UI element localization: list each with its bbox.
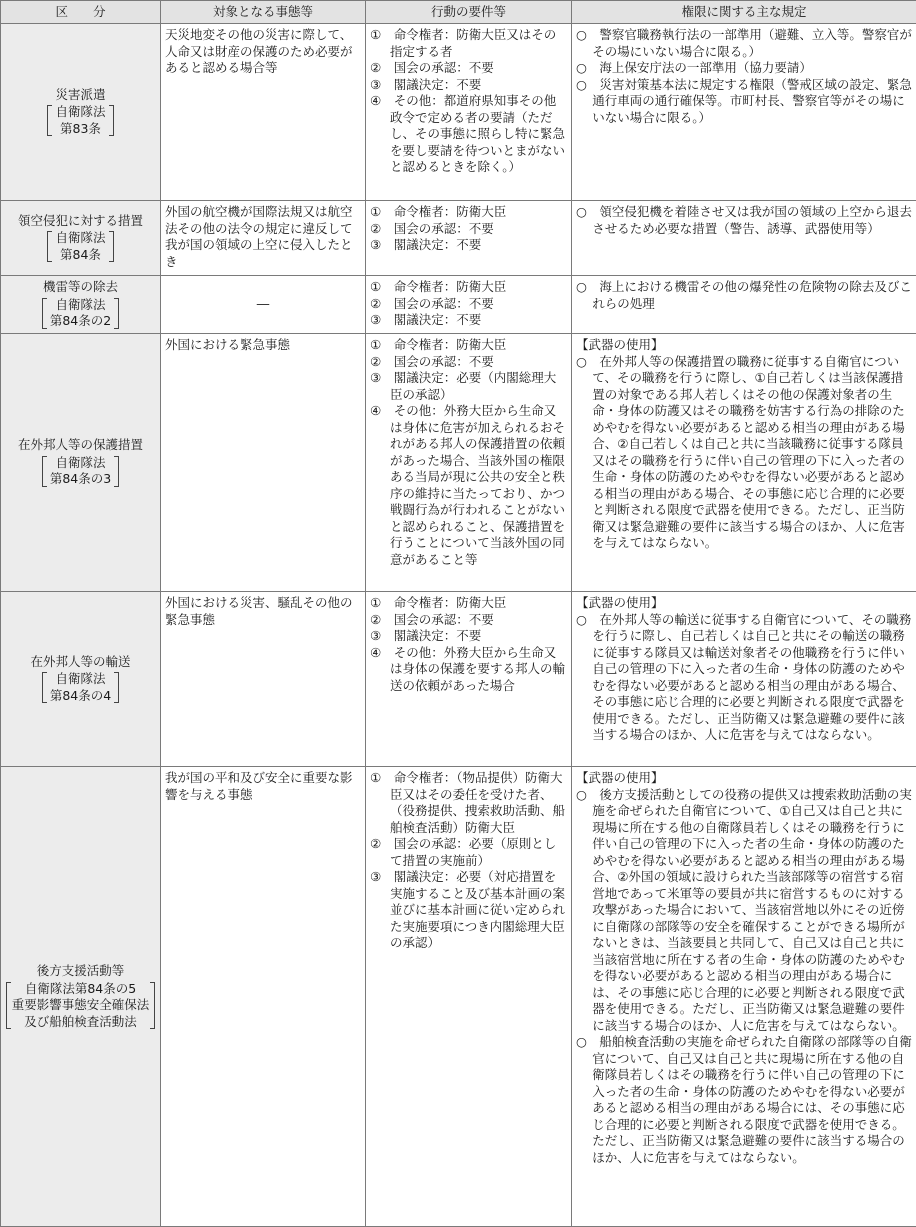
requirement-item: ③ 閣議決定：不要 — [370, 628, 482, 643]
requirement-item: ③ 閣議決定：不要 — [370, 76, 482, 92]
law-bracket — [42, 455, 119, 488]
law-article: 第84条の3 — [49, 471, 112, 487]
law-bracket — [47, 230, 113, 263]
authority-item: ○ 海上保安庁法の一部準用（協力要請） — [576, 60, 812, 75]
requirements-cell — [366, 276, 572, 334]
situation-cell: 外国における緊急事態 — [161, 334, 366, 592]
category-title: 災害派遣 — [55, 86, 106, 102]
authority-cell — [572, 24, 916, 201]
header-requirements: 行動の要件等 — [366, 1, 572, 24]
law-article: 第84条の2 — [49, 313, 112, 329]
law-name: 重要影響事態安全確保法 — [11, 997, 150, 1012]
authority-cell — [572, 201, 916, 276]
situation-cell: 外国における災害、騒乱その他の緊急事態 — [161, 592, 366, 767]
category-cell — [1, 592, 161, 767]
requirement-item: ③ 閣議決定：必要（内閣総理大臣の承認） — [370, 370, 557, 402]
situation-cell: 外国の航空機が国際法規又は航空法その他の法令の規定に違反して我が国の領域の上空に侵入したとき — [161, 201, 366, 276]
weapon-use-heading: 【武器の使用】 — [576, 595, 664, 610]
authority-item: ○ 在外邦人等の保護措置の職務に従事する自衛官について、その職務を行うに際し、①自己若しくは当該保護措置の対象である邦人若しくはその他の保護対象者の生命・身体の防護又はその職務を妨害する行為の排除のためやむを得ない必要があると認める相当の理由がある場合、②自己若しくは自己と共に当該職務に従事する隊員又はその職務を行うに伴い自己の管理の下に入った者の生命・身体の防護のためやむを得ない必要があると認める相当の理由がある場合、その事態に応じ合理的に必要と判断される限度で武器を使用できる。ただし、正当防衛又は緊急避難の要件に該当する場合のほか、人に危害を与えてはならない。 — [576, 353, 905, 550]
requirements-cell — [366, 201, 572, 276]
requirement-item: ② 国会の承認：不要 — [370, 220, 494, 236]
requirement-item: ③ 閣議決定：不要 — [370, 237, 482, 252]
law-name: 自衛隊法 — [55, 671, 106, 687]
requirement-item: ② 国会の承認：不要 — [370, 611, 494, 627]
situation-cell: ― — [161, 276, 366, 334]
header-situation: 対象となる事態等 — [161, 1, 366, 24]
authority-cell — [572, 767, 916, 1227]
requirement-item: ① 命令権者：防衛大臣 — [370, 204, 507, 219]
category-title: 機雷等の除去 — [42, 279, 118, 295]
law-bracket — [42, 671, 119, 704]
table-row — [1, 24, 916, 201]
category-title: 在外邦人等の輸送 — [30, 653, 131, 669]
category-cell — [1, 24, 161, 201]
requirement-item: ② 国会の承認：不要 — [370, 353, 494, 369]
requirement-item: ① 命令権者：（物品提供）防衛大臣又はその委任を受けた者、（役務提供、捜索救助活動、船舶検査活動）防衛大臣 — [370, 770, 566, 835]
law-bracket — [47, 104, 113, 137]
header-row — [1, 1, 916, 24]
category-cell — [1, 201, 161, 276]
law-article: 第84条の4 — [49, 687, 112, 703]
requirements-cell — [366, 592, 572, 767]
category-title: 領空侵犯に対する措置 — [17, 212, 143, 228]
law-name: 自衛隊法 — [55, 104, 106, 120]
requirement-item: ① 命令権者：防衛大臣 — [370, 279, 507, 294]
header-category: 区 分 — [1, 1, 161, 24]
law-bracket — [6, 981, 156, 1031]
category-cell — [1, 334, 161, 592]
category-cell — [1, 767, 161, 1227]
authority-item: ○ 後方支援活動としての役務の提供又は捜索救助活動の実施を命ぜられた自衛官について、①自己又は自己と共に現場に所在する他の自衛隊員若しくはその職務を行うに伴い自己の管理の下に入った者の生命・身体の防護のためやむを得ない必要があると認める相当の理由がある場合、②外国の領域に設けられた当該部隊等の宿営する宿営地であって米軍等の要員が共に宿営するものに対する攻撃があった場合において、当該宿営地以外にその近傍に自衛隊の部隊等の安全を確保することができる場所がないときは、当該要員と共同して、自己又は自己と共に当該宿営地に所在する者の生命・身体の防護のためやむを得ない必要があると認める相当の理由がある場合には、その事態に応じ合理的に必要と判断される限度で武器を使用できる。ただし、正当防衛又は緊急避難の要件に該当する場合のほか、人に危害を与えてはならない。 — [576, 786, 912, 1033]
authority-item: ○ 在外邦人等の輸送に従事する自衛官について、その職務を行うに際し、自己若しくは自己と共にその輸送の職務に従事する隊員又は輸送対象者その他職務を行うに伴い自己の管理の下に入った者の生命・身体の防護のためやむを得ない必要があると認める相当の理由がある場合、その事態に応じ合理的に必要と判断される限度で武器を使用できる。ただし、正当防衛又は緊急避難の要件に該当する場合のほか、人に危害を与えてはならない。 — [576, 611, 912, 742]
authority-cell — [572, 592, 916, 767]
situation-cell: 天災地変その他の災害に際して、人命又は財産の保護のため必要があると認める場合等 — [161, 24, 366, 201]
table-row — [1, 334, 916, 592]
authority-item: ○ 海上における機雷その他の爆発性の危険物の除去及びこれらの処理 — [576, 279, 912, 311]
situation-cell: 我が国の平和及び安全に重要な影響を与える事態 — [161, 767, 366, 1227]
requirement-item: ④ その他：外務大臣から生命又は身体の保護を要する邦人の輸送の依頼があった場合 — [370, 644, 566, 693]
weapon-use-heading: 【武器の使用】 — [576, 770, 664, 785]
requirement-item: ① 命令権者：防衛大臣 — [370, 595, 507, 610]
authority-cell — [572, 276, 916, 334]
weapon-use-heading: 【武器の使用】 — [576, 337, 664, 352]
requirement-item: ④ その他：外務大臣から生命又は身体に危害が加えられるおそれがある邦人の保護措置の依頼があった場合、当該外国の権限ある当局が現に公共の安全と秩序の維持に当たっており、かつ戦闘行為が行われることがないと認められること、保護措置を行うことについて当該外国の同意があること等 — [370, 403, 566, 567]
law-name: 及び船舶検査活動法 — [24, 1013, 137, 1029]
table-row — [1, 201, 916, 276]
authority-cell — [572, 334, 916, 592]
header-authority: 権限に関する主な規定 — [572, 1, 916, 24]
requirement-item: ④ その他：都道府県知事その他政令で定める者の要請（ただし、その事態に照らし特に緊急を要し要請を待ついとまがないと認めるときを除く。） — [370, 93, 566, 174]
category-title: 後方支援活動等 — [36, 963, 125, 978]
category-title: 在外邦人等の保護措置 — [17, 437, 143, 453]
requirements-cell — [366, 767, 572, 1227]
authority-item: ○ 船舶検査活動の実施を命ぜられた自衛隊の部隊等の自衛官について、自己又は自己と共に現場に所在する他の自衛隊員若しくはその職務を行うに伴い自己の管理の下に入った者の生命・身体の防護のためやむを得ない必要があると認める相当の理由がある場合には、その事態に応じ合理的に必要と判断される限度で武器を使用できる。ただし、正当防衛又は緊急避難の要件に該当する場合のほか、人に危害を与えてはならない。 — [576, 1034, 912, 1165]
law-bracket — [42, 297, 119, 330]
law-article: 第83条 — [60, 120, 101, 136]
authority-item: ○ 領空侵犯機を着陸させ又は我が国の領域の上空から退去させるため必要な措置（警告、誘導、武器使用等） — [576, 204, 912, 236]
table-row — [1, 592, 916, 767]
requirement-item: ③ 閣議決定：不要 — [370, 312, 482, 327]
law-name: 自衛隊法第84条の5 — [24, 980, 137, 996]
law-name: 自衛隊法 — [55, 230, 106, 246]
requirements-cell — [366, 24, 572, 201]
authority-item: ○ 警察官職務執行法の一部準用（避難、立入等。警察官がその場にいない場合に限る。） — [576, 27, 912, 59]
law-article: 第84条 — [60, 246, 101, 262]
table-row — [1, 767, 916, 1227]
requirement-item: ② 国会の承認：不要 — [370, 60, 494, 75]
law-name: 自衛隊法 — [55, 296, 106, 312]
table-row — [1, 276, 916, 334]
requirement-item: ② 国会の承認：不要 — [370, 295, 494, 311]
requirements-cell — [366, 334, 572, 592]
requirement-item: ① 命令権者：防衛大臣又はその指定する者 — [370, 27, 557, 59]
category-cell — [1, 276, 161, 334]
law-name: 自衛隊法 — [55, 454, 106, 470]
authority-item: ○ 災害対策基本法に規定する権限（警戒区域の設定、緊急通行車両の通行確保等。市町村長、警察官等がその場にいない場合に限る。） — [576, 76, 912, 125]
requirement-item: ② 国会の承認：必要（原則として措置の実施前） — [370, 836, 557, 868]
requirement-item: ③ 閣議決定：必要（対応措置を実施すること及び基本計画の案並びに基本計画に従い定められた実施要項につき内閣総理大臣の承認） — [370, 869, 566, 950]
requirement-item: ① 命令権者：防衛大臣 — [370, 337, 507, 352]
